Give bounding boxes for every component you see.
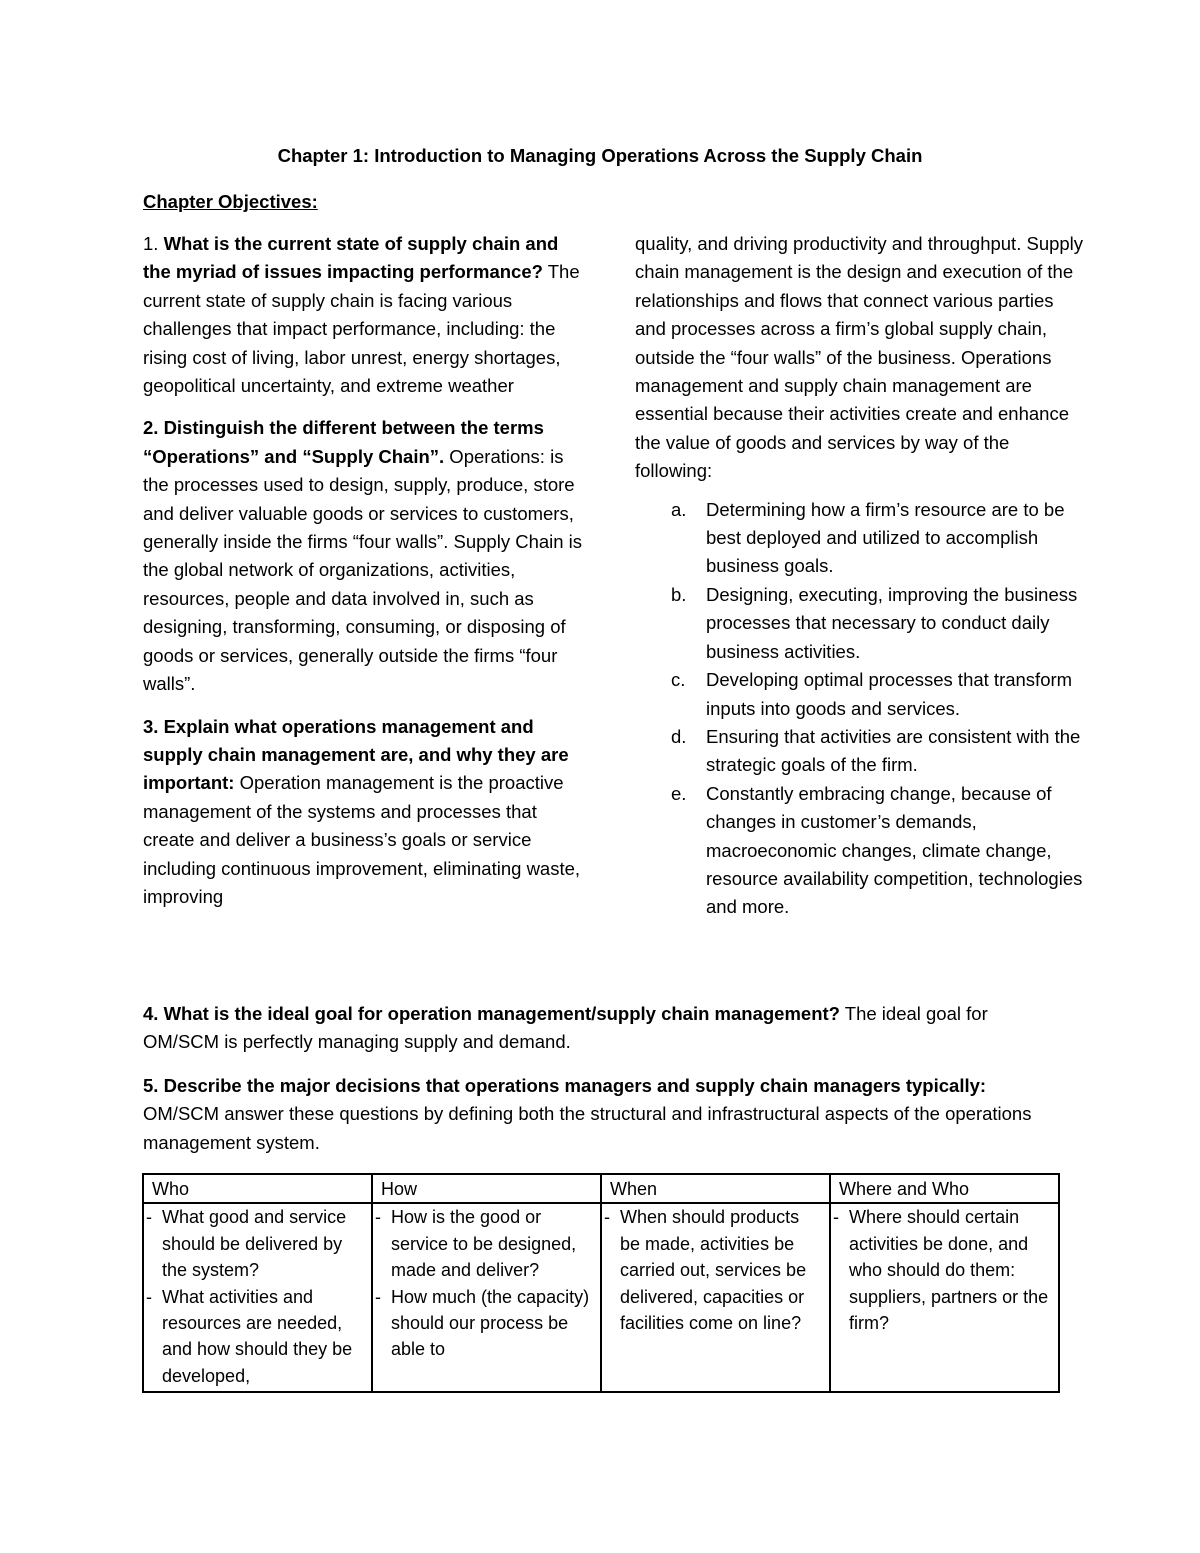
objective-2-answer: Operations: is the processes used to design, supply, produce, store and deliver valuable goods or services to customers, generally inside the firms “four walls”. Supply Chain is the global network of organizations, activities, resources, people and data involved in, such as designing, transforming, consuming, or disposing of goods or services, generally outside the firms “four walls”. (143, 445, 583, 695)
objective-1-question: What is the current state of supply chain and the myriad of issues impacting performance? (143, 233, 559, 283)
list-item: - Where should certain activities be done, and who should do them: suppliers, partners or the firm? (833, 1207, 1049, 1334)
objective-4 (143, 1000, 1063, 1057)
value-list (635, 496, 1085, 922)
list-letter: e. (671, 782, 687, 804)
table-row (143, 1203, 1059, 1392)
list-letter: b. (671, 583, 687, 605)
list-item: - How is the good or service to be designed, made and deliver? (375, 1207, 577, 1281)
objective-2 (143, 414, 583, 698)
cell-text: How is the good or service to be designed, made and deliver? (391, 1207, 577, 1281)
value-list-item (635, 581, 1085, 666)
list-item: - How much (the capacity) should our process be able to (375, 1286, 590, 1360)
cell-text: When should products be made, activities be carried out, services be delivered, capacities or facilities come on line? (620, 1207, 807, 1334)
value-list-item (635, 780, 1085, 922)
when-list (604, 1204, 823, 1336)
objective-3-answer-part1: Operation management is the proactive management of the systems and processes that create and deliver a business’s goals or service including continuous improvement, eliminating waste, improving (143, 772, 581, 907)
objective-1-number: 1. (143, 233, 164, 254)
objective-2-question: 2. Distinguish the different between the terms “Operations” and “Supply Chain”. (143, 417, 544, 467)
cell-text: Where should certain activities be done, and who should do them: suppliers, partners or the firm? (849, 1207, 1049, 1334)
list-text: Ensuring that activities are consistent with the strategic goals of the firm. (706, 725, 1081, 776)
list-item: - What activities and resources are needed, and how should they be developed, (146, 1286, 353, 1386)
left-column (143, 230, 583, 925)
list-item: - What good and service should be delivered by the system? (146, 1207, 347, 1281)
objective-4-question: 4. What is the ideal goal for operation management/supply chain management? (143, 1003, 840, 1024)
list-text: Determining how a firm’s resource are to be best deployed and utilized to accomplish business goals. (706, 498, 1065, 577)
value-list-item (635, 723, 1085, 780)
where-list (833, 1204, 1052, 1336)
header-how: How (372, 1174, 601, 1203)
value-list-item (635, 496, 1085, 581)
header-when: When (601, 1174, 830, 1203)
cell-when (601, 1203, 830, 1392)
objective-3 (143, 713, 583, 912)
decisions-table (142, 1173, 1060, 1393)
objective-4-answer: The ideal goal for OM/SCM is perfectly managing supply and demand. (143, 1003, 988, 1053)
objective-5 (143, 1072, 1063, 1157)
how-list (375, 1204, 594, 1362)
list-letter: a. (671, 498, 687, 520)
list-item: - When should products be made, activities be carried out, services be delivered, capacities or facilities come on line? (604, 1207, 807, 1334)
list-text: Constantly embracing change, because of changes in customer’s demands, macroeconomic changes, climate change, resource availability competition, technologies and more. (706, 782, 1083, 918)
cell-text: What activities and resources are needed, and how should they be developed, (162, 1286, 353, 1386)
value-list-item (635, 666, 1085, 723)
right-column (635, 230, 1085, 922)
list-letter: c. (671, 669, 686, 691)
list-text: Designing, executing, improving the business processes that necessary to conduct daily business activities. (706, 583, 1078, 662)
objective-3-continued: quality, and driving productivity and throughput. Supply chain management is the design and execution of the relationships and flows that connect various parties and processes across a firm’s global supply chain, outside the “four walls” of the business. Operations management and supply chain management are essential because their activities create and enhance the value of goods and services by way of the following: (635, 233, 1084, 482)
cell-who (143, 1203, 372, 1392)
list-text: Developing optimal processes that transform inputs into goods and services. (706, 669, 1073, 719)
objective-1-answer: The current state of supply chain is facing various challenges that impact performance, including: the rising cost of living, labor unrest, energy shortages, geopolitical uncertainty, and extreme weather (143, 261, 580, 397)
objective-3-question: 3. Explain what operations management and supply chain management are, and why they are important: (143, 715, 569, 794)
cell-where-and-who (830, 1203, 1059, 1392)
objective-5-question: 5. Describe the major decisions that operations managers and supply chain managers typically: (143, 1075, 987, 1096)
objective-5-answer: OM/SCM answer these questions by defining both the structural and infrastructural aspects of the operations management system. (143, 1103, 1032, 1153)
header-who: Who (143, 1174, 372, 1203)
objective-1 (143, 230, 583, 400)
who-list (146, 1204, 365, 1389)
table-header-row (143, 1174, 1059, 1203)
chapter-title: Chapter 1: Introduction to Managing Operations Across the Supply Chain (277, 145, 923, 166)
header-where-and-who: Where and Who (830, 1174, 1059, 1203)
list-letter: d. (671, 725, 687, 747)
objectives-heading: Chapter Objectives: (143, 191, 318, 212)
cell-text: What good and service should be delivered by the system? (162, 1207, 347, 1281)
cell-text: How much (the capacity) should our process be able to (391, 1286, 590, 1360)
cell-how (372, 1203, 601, 1392)
